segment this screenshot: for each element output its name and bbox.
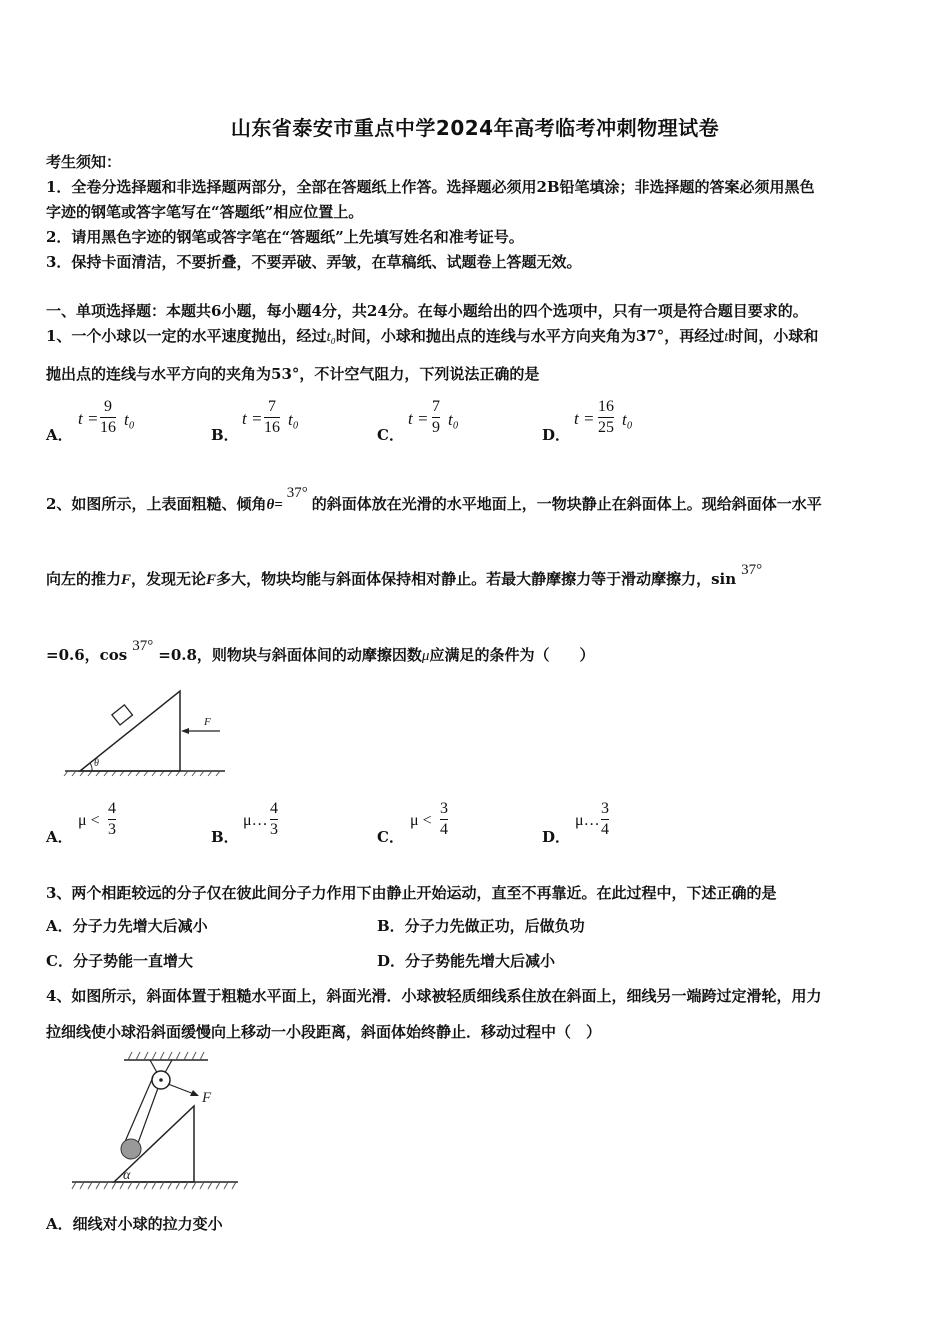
q2-option-b-fraction — [270, 800, 278, 839]
q2-line-2-part-1: 向左的推力 — [46, 570, 122, 588]
q1-t0: t₀ — [326, 329, 336, 345]
q3-option-d[interactable]: D．分子势能先增大后减小 — [377, 952, 556, 970]
notice-item-1-line-2: 字迹的钢笔或答字笔写在“答题纸”相应位置上。 — [46, 203, 364, 221]
q1-option-b-fraction — [264, 398, 280, 437]
q1-option-c-rhs: t₀ — [448, 410, 459, 429]
q1-option-d-label: D． — [542, 426, 571, 444]
q2-line-2-part-2: ，发现无论 — [131, 570, 207, 588]
q2-stem-line-2 — [46, 562, 763, 591]
section-1-heading: 一、单项选择题：本题共6小题，每小题4分，共24分。在每小题给出的四个选项中，只有一项是符合题目要求的。 — [46, 302, 808, 320]
q2-mu: μ — [421, 648, 430, 664]
q2-angle-1: 37° — [286, 485, 308, 501]
q2-line-3-part-3: 应满足的条件为（ ） — [429, 646, 595, 664]
q2-option-c-label: C． — [377, 828, 404, 846]
q4-pulley-axle — [159, 1078, 163, 1082]
notice-item-3: 3．保持卡面清洁，不要折叠，不要弄破、弄皱，在草稿纸、试题卷上答题无效。 — [46, 253, 582, 271]
q4-stem-line-1: 4、如图所示，斜面体置于粗糙水平面上，斜面光滑．小球被轻质细线系住放在斜面上，细线另一端跨过定滑轮，用力 — [46, 987, 822, 1005]
notice-heading: 考生须知： — [46, 153, 122, 171]
q4-ceiling-hatching — [128, 1052, 204, 1060]
q2-angle-2: 37° — [741, 562, 763, 578]
q4-figure-force-label: F — [202, 1090, 212, 1106]
q1-option-c-fraction — [432, 398, 440, 437]
q1-option-d-rhs: t₀ — [622, 410, 633, 429]
q2-option-c-lhs: μ < — [410, 812, 432, 829]
q1-option-b-numerator: 7 — [268, 398, 276, 415]
q2-stem-line-3 — [46, 638, 595, 667]
notice-item-1-line-1: 1．全卷分选择题和非选择题两部分，全部在答题纸上作答。选择题必须用2B铅笔填涂；非选择题的答案必须用黑色 — [46, 178, 815, 196]
q1-option-b-label: B． — [211, 426, 239, 444]
q2-option-c-denominator: 4 — [440, 821, 448, 838]
q2-option-a-numerator: 4 — [108, 800, 116, 817]
q2-theta: θ= — [266, 497, 283, 513]
q2-option-b-label: B． — [211, 828, 239, 846]
q2-option-c-numerator: 3 — [440, 800, 448, 817]
q1-option-c-numerator: 7 — [432, 398, 440, 415]
q1-t: t — [724, 329, 729, 345]
q4-ground-hatching — [72, 1182, 236, 1189]
q4-ball — [121, 1139, 141, 1159]
q1-option-d-lhs: t = — [574, 409, 595, 428]
q1-stem-part-2: 时间，小球和抛出点的连线与水平方向夹角为37°，再经过 — [335, 327, 725, 345]
q3-option-b[interactable]: B．分子力先做正功，后做负功 — [377, 917, 585, 935]
q1-stem-part-1: 1、一个小球以一定的水平速度抛出，经过 — [46, 327, 327, 345]
q2-force-f-2: F — [206, 572, 217, 588]
q1-stem-line-2: 抛出点的连线与水平方向的夹角为53°，不计空气阻力，下列说法正确的是 — [46, 365, 540, 383]
q1-option-b-rhs: t₀ — [288, 410, 299, 429]
q2-figure-force-label: F — [204, 716, 211, 728]
q1-option-d-numerator: 16 — [598, 398, 614, 415]
q2-option-d-lhs: μ… — [575, 812, 600, 829]
q4-pulley-figure — [68, 1048, 243, 1196]
q2-figure-theta-label: θ — [94, 758, 99, 769]
q2-option-a-fraction — [108, 800, 116, 839]
q2-stem-line-1 — [46, 485, 822, 516]
q2-option-b-lhs: μ… — [243, 812, 268, 829]
q1-option-c-label: C． — [377, 426, 404, 444]
q2-option-b-denominator: 3 — [270, 821, 278, 838]
q2-option-a-denominator: 3 — [108, 821, 116, 838]
q2-option-a-lhs: μ < — [78, 812, 100, 829]
q1-option-a-rhs: t₀ — [124, 410, 135, 429]
q3-stem: 3、两个相距较远的分子仅在彼此间分子力作用下由静止开始运动，直至不再靠近。在此过程中，下述正确的是 — [46, 884, 777, 902]
q2-force-arrowhead — [181, 728, 189, 734]
q1-stem-part-3: 时间，小球和 — [728, 327, 819, 345]
q1-option-d-fraction — [598, 398, 614, 437]
q2-force-f: F — [121, 572, 132, 588]
q1-option-a-fraction — [100, 398, 116, 437]
q4-stem-line-2: 拉细线使小球沿斜面缓慢向上移动一小段距离，斜面体始终静止．移动过程中（ ） — [46, 1023, 602, 1041]
q2-stem-part-2: 的斜面体放在光滑的水平地面上，一物块静止在斜面体上。现给斜面体一水平 — [311, 495, 822, 513]
q3-option-a[interactable]: A．分子力先增大后减小 — [46, 917, 208, 935]
q4-option-a[interactable]: A．细线对小球的拉力变小 — [46, 1215, 223, 1233]
q4-figure-alpha-label: α — [123, 1168, 131, 1183]
q2-option-c-fraction — [440, 800, 448, 839]
q2-line-3-part-2: =0.8，则物块与斜面体间的动摩擦因数 — [158, 646, 422, 664]
notice-item-2: 2．请用黑色字迹的钢笔或答字笔在“答题纸”上先填写姓名和准考证号。 — [46, 228, 524, 246]
q1-option-c-denominator: 9 — [432, 419, 440, 436]
q1-option-c-lhs: t = — [408, 409, 429, 428]
q1-option-b-lhs: t = — [242, 409, 263, 428]
q1-option-a-denominator: 16 — [100, 419, 116, 436]
q4-pull-string — [168, 1084, 194, 1094]
q2-option-a-label: A． — [46, 828, 73, 846]
q2-option-d-label: D． — [542, 828, 571, 846]
q2-option-d-fraction — [601, 800, 609, 839]
q1-option-a-label: A． — [46, 426, 73, 444]
q4-string-to-ball — [124, 1077, 153, 1144]
q3-option-c[interactable]: C．分子势能一直增大 — [46, 952, 193, 970]
q2-incline-figure — [60, 685, 235, 777]
q1-option-a-numerator: 9 — [104, 398, 112, 415]
q2-option-d-denominator: 4 — [601, 821, 609, 838]
q2-line-2-part-3: 多大，物块均能与斜面体保持相对静止。若最大静摩擦力等于滑动摩擦力，sin — [216, 570, 737, 588]
q2-block — [112, 705, 133, 725]
q2-angle-arc — [90, 763, 92, 771]
q2-angle-3: 37° — [132, 638, 154, 654]
q2-line-3-part-1: =0.6，cos — [46, 646, 128, 664]
q2-option-d-numerator: 3 — [601, 800, 609, 817]
q2-stem-part-1: 2、如图所示，上表面粗糙、倾角 — [46, 495, 267, 513]
q1-option-d-denominator: 25 — [598, 419, 614, 436]
page-title: 山东省泰安市重点中学2024年高考临考冲刺物理试卷 — [230, 116, 720, 140]
q1-stem-line-1 — [46, 325, 818, 348]
q1-option-a-lhs: t = — [78, 409, 99, 428]
q1-option-b-denominator: 16 — [264, 419, 280, 436]
q2-option-b-numerator: 4 — [270, 800, 278, 817]
